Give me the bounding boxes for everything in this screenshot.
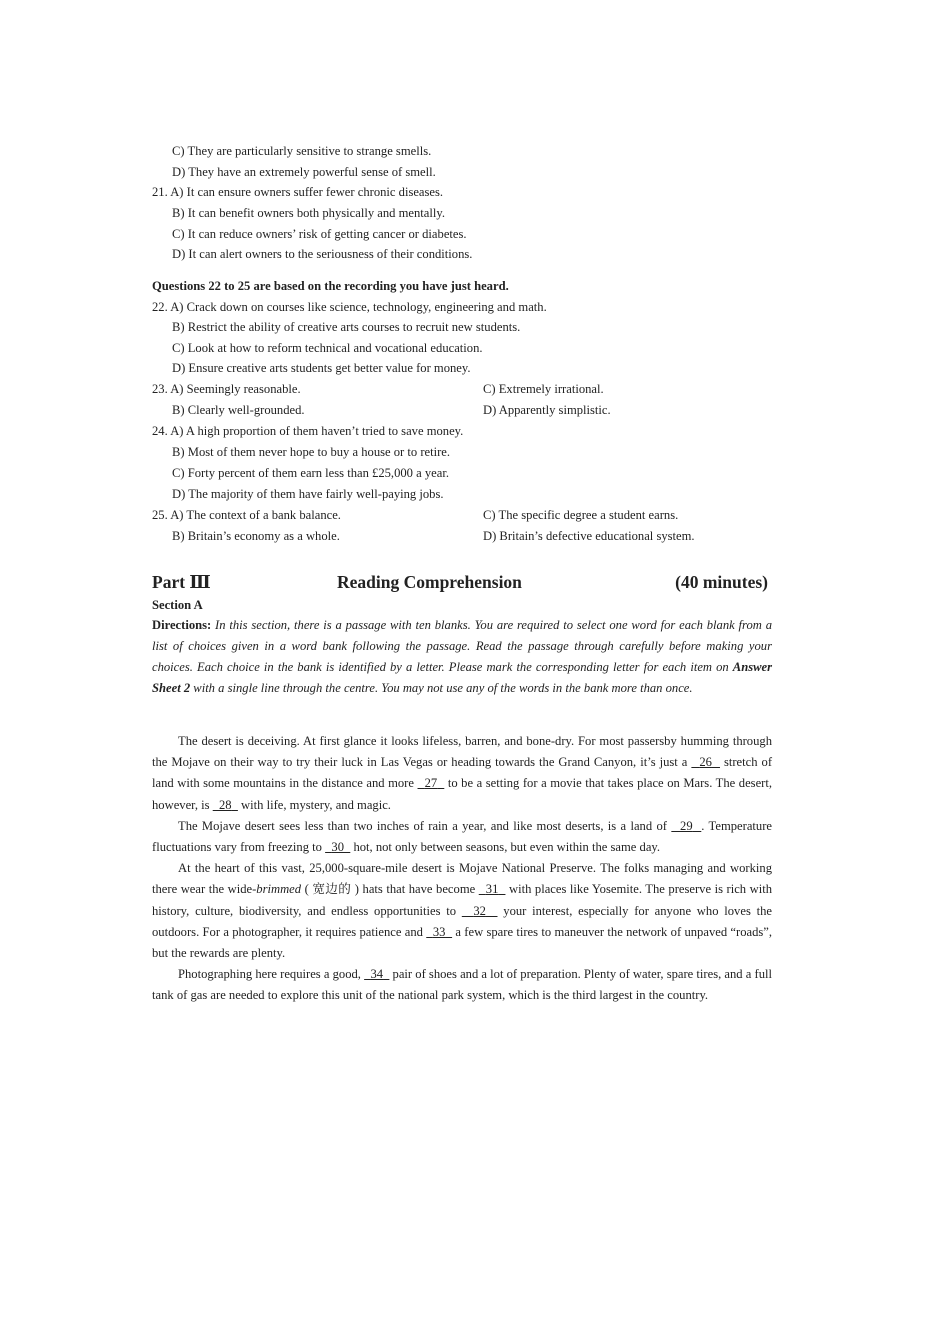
blank-28: 28 <box>219 797 232 812</box>
q25-option-b: B) Britain’s economy as a whole. <box>172 529 340 543</box>
q22-option-d: D) Ensure creative arts students get better value for money. <box>172 361 471 375</box>
directions-text-2: with a single line through the centre. You may not use any of the words in the bank more than once. <box>190 681 693 695</box>
q21-option-c: C) It can reduce owners’ risk of getting cancer or diabetes. <box>172 227 467 241</box>
chinese-gloss: ( 宽边的 ) <box>301 882 363 897</box>
q22-option-b: B) Restrict the ability of creative arts courses to recruit new students. <box>172 320 521 334</box>
blank-32: 32 <box>473 903 486 918</box>
q23-option-d: D) Apparently simplistic. <box>483 403 611 417</box>
passage <box>152 731 772 1007</box>
blank-33: 33 <box>432 924 446 939</box>
q22-option-c: C) Look at how to reform technical and vocational education. <box>172 341 483 355</box>
recording-heading: Questions 22 to 25 are based on the recording you have just heard. <box>152 279 509 293</box>
blank-29: 29 <box>680 818 693 833</box>
part-title: Reading Comprehension <box>337 572 522 592</box>
passage-paragraph-1: The desert is deceiving. At first glance it looks lifeless, barren, and bone-dry. For most passersby humming through the Mojave on their way to try their luck in Las Vegas or heading towards the Grand Canyon, it’s just a 26 stretch of land with some mountains in the distance and more 27 to be a setting for a movie that takes place on Mars. The desert, however, is 28 with life, mystery, and magic. <box>152 734 773 812</box>
directions-text-1: In this section, there is a passage with ten blanks. You are required to select one word for each blank from a list of choices given in a word bank following the passage. Read the passage through carefully before making your choices. Each choice in the bank is identified by a letter. Please mark the corresponding letter for each item on <box>152 618 772 674</box>
part-time: (40 minutes) <box>675 572 768 592</box>
blank-34: 34 <box>370 967 384 982</box>
q20-option-c: C) They are particularly sensitive to strange smells. <box>172 144 432 158</box>
q25-option-a: 25. A) The context of a bank balance. <box>152 508 341 522</box>
q20-option-d: D) They have an extremely powerful sense of smell. <box>172 165 436 179</box>
passage-paragraph-2: The Mojave desert sees less than two inches of rain a year, and like most deserts, is a land of 29 . Temperature fluctuations vary from freezing to 30 hot, not only between seasons, but even within the same day. <box>152 818 773 855</box>
passage-paragraph-4: Photographing here requires a good, 34 pair of shoes and a lot of preparation. Plenty of water, spare tires, and a full tank of gas are needed to explore this unit of the national park system, which is the third largest in the country. <box>152 967 773 1003</box>
q23-option-b: B) Clearly well-grounded. <box>172 403 305 417</box>
directions <box>152 615 772 699</box>
q23-option-a: 23. A) Seemingly reasonable. <box>152 382 301 396</box>
passage-paragraph-3: At the heart of this vast, 25,000-square-mile desert is Mojave National Preserve. The folks managing and working there wear the wide-brimmed ( 宽边的 ) hats that have become 31 with places like Yosemite. The preserve is rich with history, culture, biodiversity, and endless opportunities to 32 your interest, especially for anyone who loves the outdoors. For a photographer, it requires patience and 33 a few spare tires to maneuver the network of unpaved “roads”, but the rewards are plenty. <box>152 861 773 961</box>
q25-option-d: D) Britain’s defective educational system. <box>483 529 695 543</box>
blank-27: 27 <box>424 776 438 791</box>
directions-lead: Directions: <box>152 618 212 632</box>
answer-sheet-ref: Answer Sheet 2 <box>152 660 772 695</box>
brimmed-word: brimmed <box>256 882 302 897</box>
q21-option-b: B) It can benefit owners both physically and mentally. <box>172 206 446 220</box>
q23-option-c: C) Extremely irrational. <box>483 382 604 396</box>
q24-option-c: C) Forty percent of them earn less than £25,000 a year. <box>172 466 449 480</box>
q24-option-b: B) Most of them never hope to buy a house or to retire. <box>172 445 451 459</box>
blank-30: 30 <box>331 840 344 855</box>
q24-option-a: 24. A) A high proportion of them haven’t tried to save money. <box>152 424 464 438</box>
q24-option-d: D) The majority of them have fairly well-paying jobs. <box>172 487 444 501</box>
blank-26: 26 <box>699 755 712 770</box>
section-label: Section A <box>152 598 203 612</box>
q21-option-a: 21. A) It can ensure owners suffer fewer chronic diseases. <box>152 185 444 199</box>
part-label: Part Ⅲ <box>152 572 211 592</box>
q21-option-d: D) It can alert owners to the seriousness of their conditions. <box>172 247 473 261</box>
blank-31: 31 <box>485 882 499 897</box>
q22-option-a: 22. A) Crack down on courses like science, technology, engineering and math. <box>152 300 547 314</box>
part-header <box>152 571 770 593</box>
q25-option-c: C) The specific degree a student earns. <box>483 508 679 522</box>
